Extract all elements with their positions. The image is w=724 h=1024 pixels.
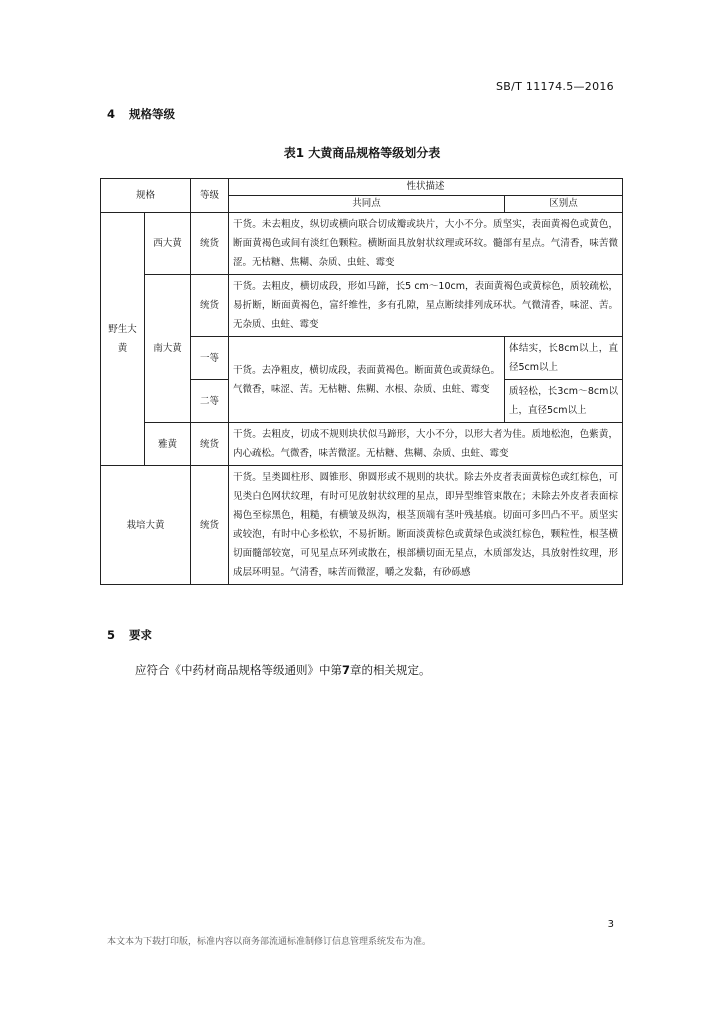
header-spec: 规格	[101, 179, 191, 213]
cultivated-grade: 统货	[191, 466, 229, 585]
requirement-text	[135, 662, 431, 678]
yahuang-name: 雅黄	[145, 423, 191, 466]
header-grade: 等级	[191, 179, 229, 213]
nandahuang-graded-common: 干货。去净粗皮，横切成段，表面黄褐色。断面黄色或黄绿色。气微香，味涩、苦。无枯糖、焦糊、水根、杂质、虫蛀、霉变	[229, 337, 505, 423]
requirement-chapter: 7	[342, 663, 351, 677]
nandahuang-grade1: 一等	[191, 337, 229, 380]
cultivated-name: 栽培大黄	[101, 466, 191, 585]
wild-group-cell: 野生大黄	[101, 213, 145, 466]
header-traits: 性状描述	[229, 179, 623, 196]
section-5-number: 5	[107, 628, 116, 642]
section-4-title: 规格等级	[129, 107, 176, 121]
yahuang-grade: 统货	[191, 423, 229, 466]
table-row	[101, 213, 623, 275]
requirement-text-before: 应符合《中药材商品规格等级通则》中第	[135, 663, 342, 677]
nandahuang-grade2: 二等	[191, 380, 229, 423]
table-row	[101, 466, 623, 585]
header-common: 共同点	[229, 196, 505, 213]
nandahuang-grade1-diff: 体结实，长8cm以上，直径5cm以上	[505, 337, 623, 380]
section-5-heading	[107, 627, 152, 643]
cultivated-desc: 干货。呈类圆柱形、圆锥形、卵圆形或不规则的块状。除去外皮者表面黄棕色或红棕色，可见类白色网状纹理，有时可见放射状纹理的星点，即异型维管束散在；未除去外皮者表面棕褐色至棕黑色，粗糙，有横皱及纵沟，根茎顶端有茎叶残基痕。切面可多凹凸不平。质坚实或较泡，有时中心多松软，不易折断。断面淡黄棕色或黄绿色或淡红棕色，颗粒性，根茎横切面髓部较宽，可见星点环列或散在，根部横切面无星点，木质部发达，具放射性纹理，形成层环明显。气清香，味苦而微涩，嚼之发黏，有砂砾感	[229, 466, 623, 585]
table-header-row-1	[101, 179, 623, 196]
nandahuang-tonghuo-desc: 干货。去粗皮，横切成段，形如马蹄，长5 cm～10cm，表面黄褐色或黄棕色，质较疏松，易折断，断面黄褐色，富纤维性，多有孔隙，星点断续排列成环状。气微清香，味涩、苦。无杂质、虫蛀、霉变	[229, 275, 623, 337]
nandahuang-tonghuo-grade: 统货	[191, 275, 229, 337]
xidahuang-grade: 统货	[191, 213, 229, 275]
section-4-number: 4	[107, 107, 116, 121]
section-5-title: 要求	[129, 628, 153, 642]
section-4-heading	[107, 106, 175, 122]
table-row	[101, 275, 623, 337]
grade-table	[100, 178, 623, 585]
page-number: 3	[607, 919, 614, 930]
yahuang-desc: 干货。去粗皮，切成不规则块状似马蹄形，大小不分，以形大者为佳。质地松泡，色紫黄，内心疏松。气微香，味苦微涩。无枯糖、焦糊、杂质、虫蛀、霉变	[229, 423, 623, 466]
requirement-text-after: 章的相关规定。	[350, 663, 431, 677]
nandahuang-grade2-diff: 质轻松，长3cm～8cm以上，直径5cm以上	[505, 380, 623, 423]
standard-code: SB/T 11174.5—2016	[495, 80, 614, 93]
xidahuang-desc: 干货。未去粗皮，纵切或横向联合切成瓣或块片，大小不分。质坚实，表面黄褐色或黄色，断面黄褐色或间有淡红色颗粒。横断面具放射状纹理或环纹。髓部有星点。气清香，味苦微涩。无枯糖、焦糊、杂质、虫蛀、霉变	[229, 213, 623, 275]
xidahuang-name: 西大黄	[145, 213, 191, 275]
header-difference: 区别点	[505, 196, 623, 213]
table-row	[101, 423, 623, 466]
footer-note: 本文本为下载打印版，标准内容以商务部流通标准制修订信息管理系统发布为准。	[107, 937, 432, 947]
table-title: 表1 大黄商品规格等级划分表	[283, 146, 441, 160]
nandahuang-name: 南大黄	[145, 275, 191, 423]
